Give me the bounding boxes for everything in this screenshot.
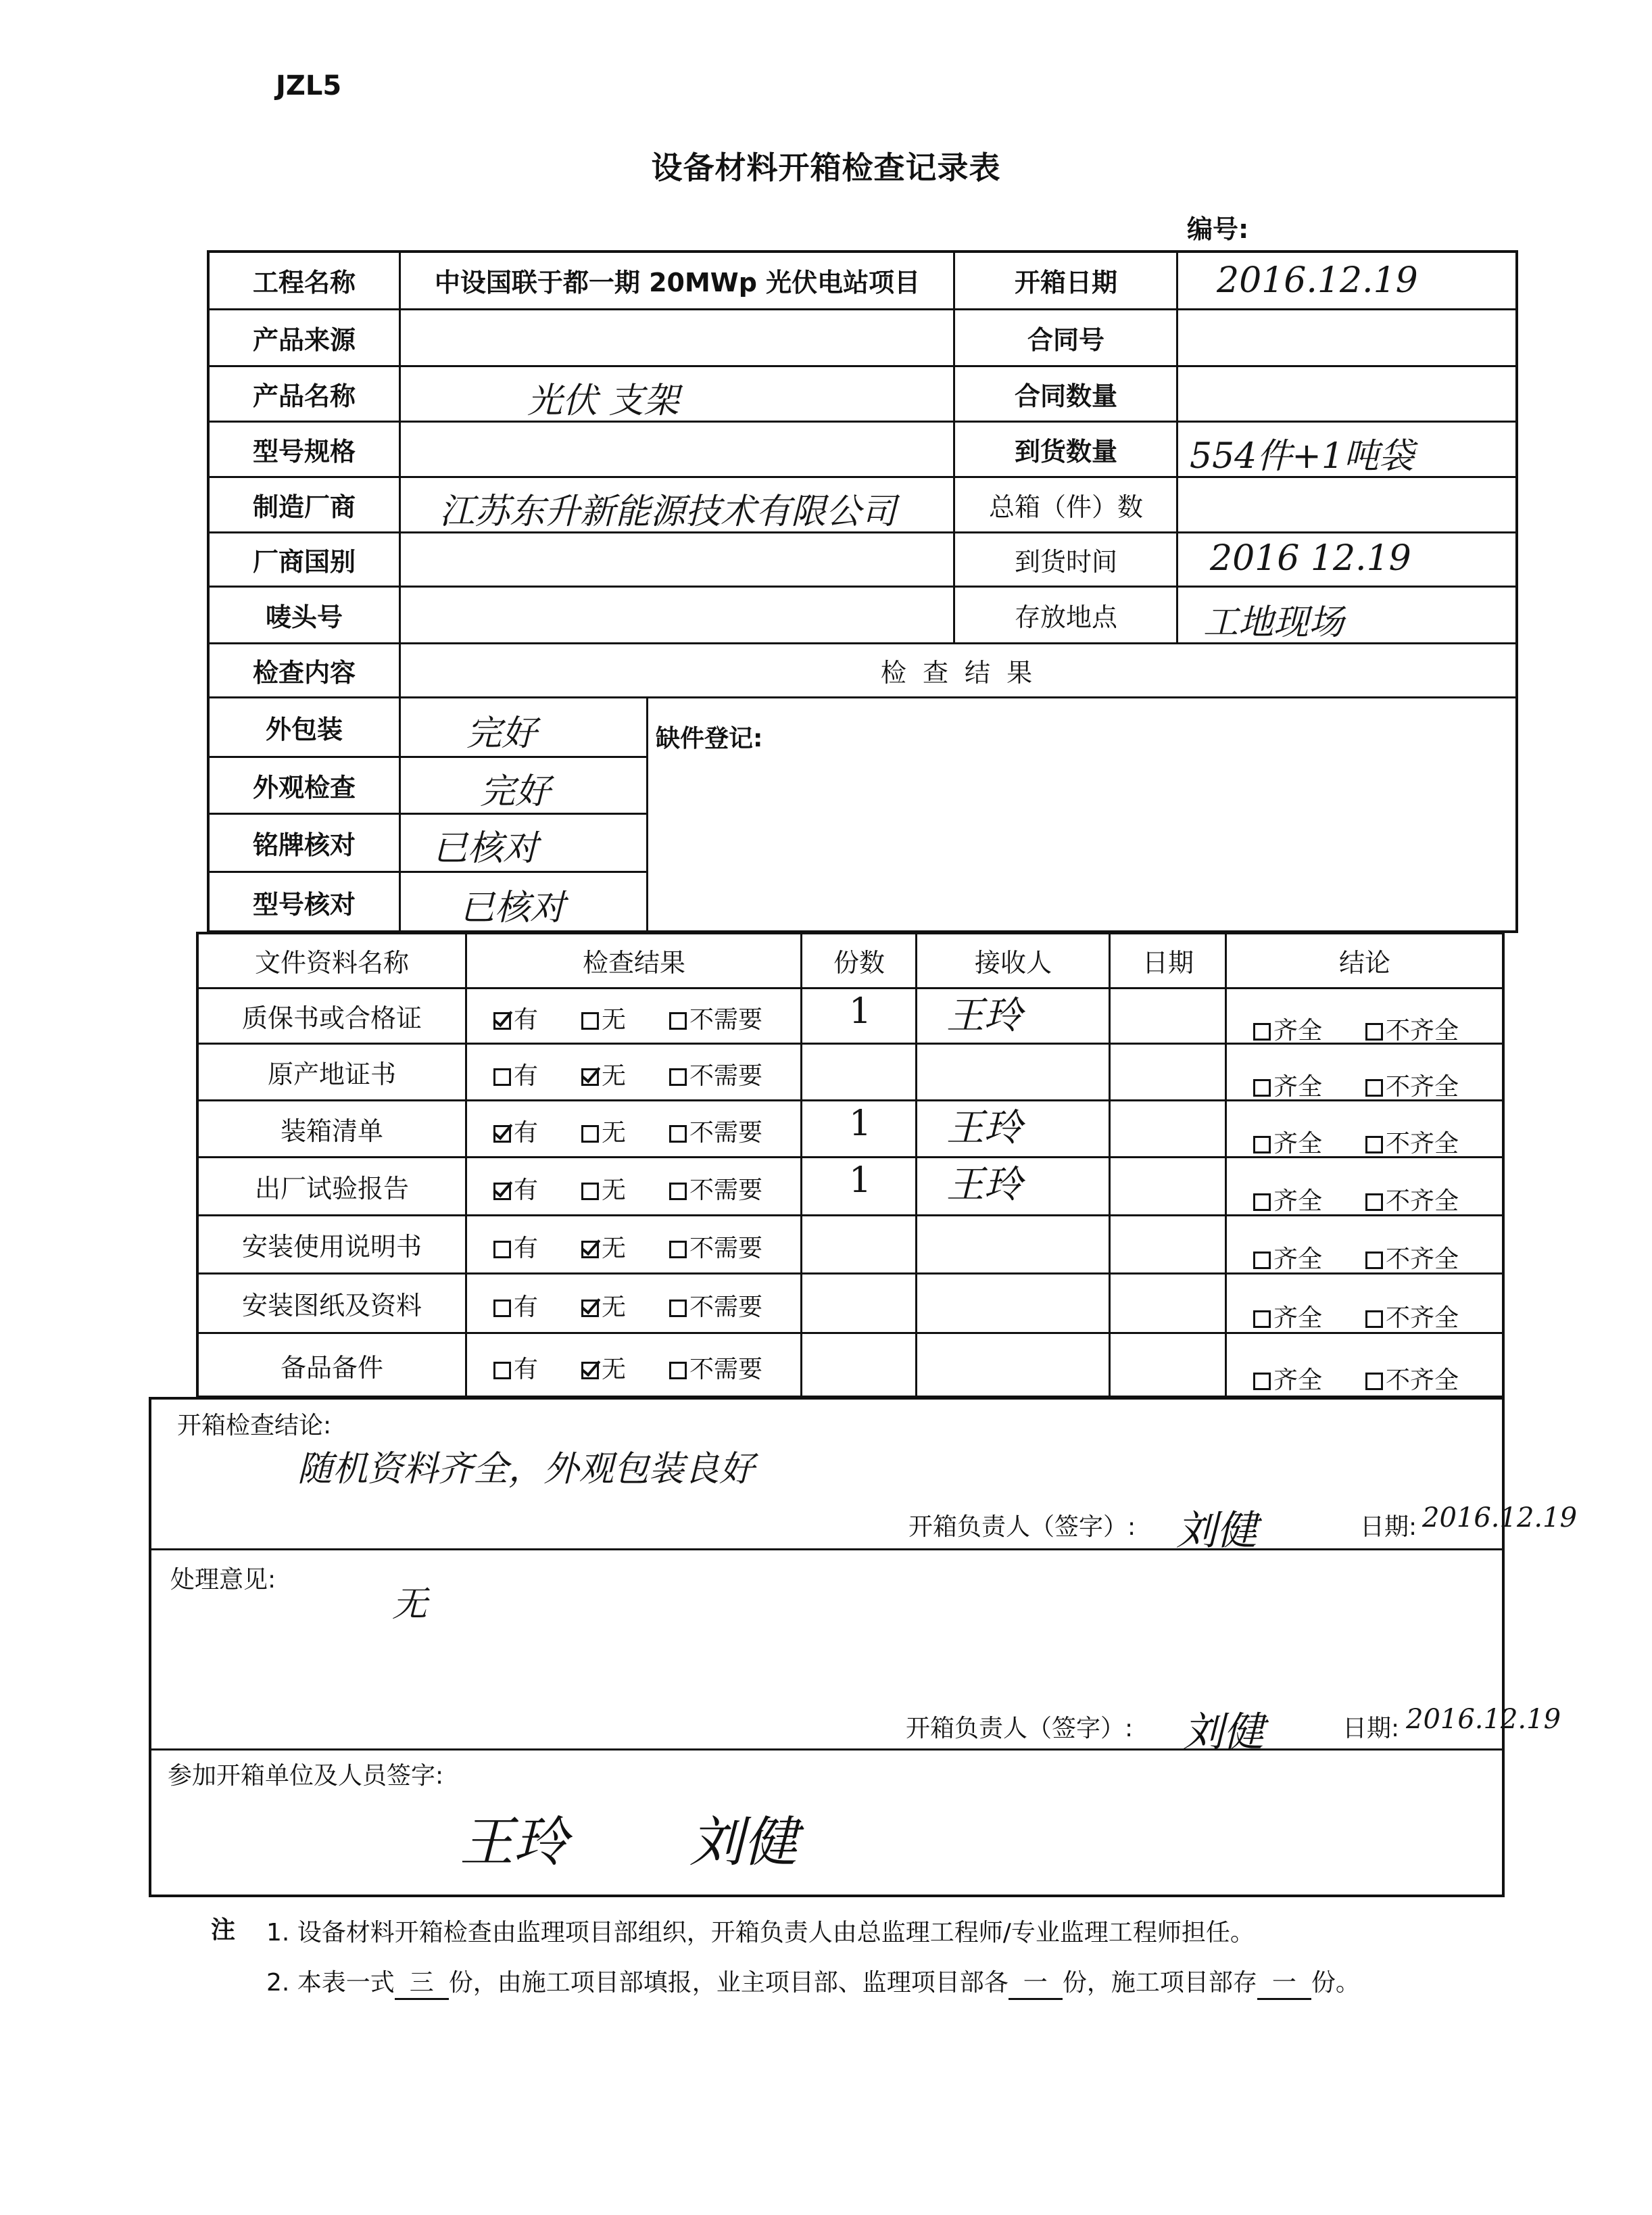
checkbox-icon[interactable] [1365,1193,1383,1211]
checkbox-icon[interactable] [493,1183,511,1200]
doc-row-option-no[interactable] [581,1288,626,1323]
doc-row-name: 安装使用说明书 [241,1231,422,1262]
checkbox-icon[interactable] [1253,1310,1271,1328]
doc-row-conclusion-complete[interactable] [1253,1299,1322,1333]
project-label: 工程名称 [252,267,356,297]
checkbox-icon[interactable] [581,1183,599,1200]
storage-label: 存放地点 [1014,602,1117,632]
checkbox-icon[interactable] [1365,1310,1383,1328]
option-label: 不齐全 [1386,1304,1459,1332]
docs-header-copies: 份数 [833,947,885,978]
option-label: 无 [602,1062,627,1090]
checkbox-icon[interactable] [1253,1079,1271,1097]
checkbox-icon[interactable] [1365,1136,1383,1153]
doc-row-option-no[interactable] [581,1350,626,1385]
arrival-time-value: 2016 12.19 [1210,538,1411,579]
checkbox-icon[interactable] [581,1241,599,1258]
handling-value: 无 [392,1584,428,1625]
option-label: 不齐全 [1386,1245,1459,1273]
option-label: 不齐全 [1386,1073,1459,1101]
boxes-label: 总箱（件）数 [988,492,1143,522]
item-value: 已核对 [433,828,539,869]
checkbox-icon[interactable] [493,1125,511,1143]
product-label: 产品名称 [252,381,356,411]
product-value: 光伏 支架 [527,381,679,421]
doc-row-name: 出厂试验报告 [254,1173,409,1204]
inspection-content-label: 检查内容 [252,657,356,688]
open-date-value: 2016.12.19 [1217,260,1418,301]
handling-date-label: 日期: [1342,1715,1400,1742]
option-label: 齐全 [1273,1130,1323,1158]
missing-label: 缺件登记: [656,725,763,753]
doc-row-option-na[interactable] [669,1288,762,1323]
doc-row-conclusion-complete[interactable] [1253,1068,1322,1102]
doc-row-receiver: 王玲 [946,994,1022,1038]
arrival-qty-label: 到货数量 [1014,436,1117,467]
note-prefix: 注 [211,1916,236,1944]
option-label: 无 [602,1119,627,1147]
doc-row-option-na[interactable] [669,1171,762,1206]
checkbox-icon[interactable] [669,1241,687,1258]
checkbox-icon[interactable] [1365,1373,1383,1390]
item-label: 铭牌核对 [252,830,356,860]
checkbox-icon[interactable] [1253,1136,1271,1153]
item-label: 外包装 [265,714,343,744]
option-label: 无 [602,1176,627,1204]
checkbox-icon[interactable] [669,1125,687,1143]
doc-row-name: 质保书或合格证 [241,1003,422,1033]
option-label: 不齐全 [1386,1017,1459,1045]
option-label: 齐全 [1273,1366,1323,1394]
checkbox-icon[interactable] [581,1012,599,1030]
doc-row-receiver: 王玲 [946,1163,1022,1207]
doc-row-option-na[interactable] [669,1350,762,1385]
inspection-result-label: 检 查 结 果 [880,657,1037,688]
option-label: 有 [514,1356,539,1383]
checkbox-icon[interactable] [581,1125,599,1143]
checkbox-icon[interactable] [493,1012,511,1030]
handling-signer: 刘健 [1183,1709,1264,1756]
option-label: 不需要 [689,1356,763,1383]
checkbox-icon[interactable] [1253,1193,1271,1211]
doc-code: JZL5 [276,70,342,101]
doc-row-copies: 1 [849,1103,872,1144]
open-date-label: 开箱日期 [1014,267,1117,297]
option-label: 不需要 [689,1062,763,1090]
conclusion-value: 随机资料齐全，外观包装良好 [297,1449,755,1490]
arrival-qty-value: 554件+1吨袋 [1190,436,1414,477]
option-label: 有 [514,1235,539,1262]
doc-row-option-no[interactable] [581,1057,626,1091]
checkbox-icon[interactable] [1365,1079,1383,1097]
doc-row-conclusion-complete[interactable] [1253,1240,1322,1275]
option-label: 不需要 [689,1119,763,1147]
participants-label: 参加开箱单位及人员签字: [168,1762,444,1790]
checkbox-icon[interactable] [581,1300,599,1317]
checkbox-icon[interactable] [669,1012,687,1030]
item-label: 外观检查 [252,772,356,803]
doc-row-option-no[interactable] [581,1229,626,1264]
doc-row-conclusion-incomplete[interactable] [1365,1068,1459,1102]
doc-row-option-yes[interactable] [493,1001,538,1035]
doc-row-option-na[interactable] [669,1114,762,1148]
mark-label: 唛头号 [265,602,343,632]
checkbox-icon[interactable] [1253,1252,1271,1269]
handling-sign-label: 开箱负责人（签字）: [906,1715,1134,1742]
contract-qty-label: 合同数量 [1014,381,1117,411]
arrival-time-label: 到货时间 [1014,546,1117,577]
checkbox-icon[interactable] [581,1068,599,1086]
checkbox-icon[interactable] [669,1362,687,1379]
checkbox-icon[interactable] [669,1300,687,1317]
option-label: 有 [514,1062,539,1090]
option-label: 无 [602,1356,627,1383]
page-title: 设备材料开箱检查记录表 [651,149,1001,186]
project-value: 中设国联于都一期 20MWp 光伏电站项目 [434,267,921,297]
conclusion-sign-label: 开箱负责人（签字）: [908,1513,1136,1541]
doc-row-name: 备品备件 [280,1352,383,1383]
option-label: 不齐全 [1386,1187,1459,1215]
conclusion-signer: 刘健 [1176,1507,1257,1554]
item-value: 完好 [466,713,537,754]
option-label: 有 [514,1176,539,1204]
docs-header-check: 检查结果 [582,947,685,978]
doc-row-option-no[interactable] [581,1001,626,1035]
option-label: 齐全 [1273,1304,1323,1332]
docs-header-conclusion: 结论 [1338,947,1390,978]
checkbox-icon[interactable] [669,1068,687,1086]
doc-row-receiver: 王玲 [946,1106,1022,1150]
checkbox-icon[interactable] [669,1183,687,1200]
option-label: 齐全 [1273,1017,1323,1045]
doc-row-option-yes[interactable] [493,1350,538,1385]
conclusion-date-label: 日期: [1360,1513,1417,1541]
doc-row-conclusion-incomplete[interactable] [1365,1124,1459,1159]
maker-value: 江苏东升新能源技术有限公司 [439,492,897,532]
option-label: 不需要 [689,1293,763,1321]
doc-row-conclusion-complete[interactable] [1253,1182,1322,1216]
option-label: 不需要 [689,1176,763,1204]
option-label: 齐全 [1273,1187,1323,1215]
maker-label: 制造厂商 [252,492,356,522]
doc-row-copies: 1 [849,1160,872,1201]
option-label: 有 [514,1119,539,1147]
docs-header-name: 文件资料名称 [254,947,409,978]
docs-header-date: 日期 [1142,947,1194,978]
option-label: 有 [514,1006,539,1034]
source-label: 产品来源 [252,325,356,355]
doc-row-option-yes[interactable] [493,1288,538,1323]
item-value: 已核对 [460,888,566,928]
doc-row-option-na[interactable] [669,1057,762,1091]
doc-row-conclusion-complete[interactable] [1253,1361,1322,1396]
doc-row-option-yes[interactable] [493,1114,538,1148]
contract-no-label: 合同号 [1027,325,1104,355]
checkbox-icon[interactable] [493,1362,511,1379]
country-label: 厂商国别 [252,546,356,577]
item-label: 型号核对 [252,889,356,920]
handling-label: 处理意见: [170,1566,276,1594]
option-label: 齐全 [1273,1245,1323,1273]
checkbox-icon[interactable] [1365,1023,1383,1041]
participant-signer: 刘健 [689,1811,798,1874]
doc-row-conclusion-incomplete[interactable] [1365,1182,1459,1216]
checkbox-icon[interactable] [493,1300,511,1317]
conclusion-label: 开箱检查结论: [177,1412,332,1439]
form-table [207,250,1518,933]
doc-row-conclusion-complete[interactable] [1253,1124,1322,1159]
doc-row-conclusion-complete[interactable] [1253,1011,1322,1046]
option-label: 有 [514,1293,539,1321]
doc-row-option-na[interactable] [669,1229,762,1264]
checkbox-icon[interactable] [493,1068,511,1086]
doc-row-name: 安装图纸及资料 [241,1290,422,1320]
doc-row-option-no[interactable] [581,1114,626,1148]
option-label: 无 [602,1235,627,1262]
note-line-1: 1. 设备材料开箱检查由监理项目部组织，开箱负责人由总监理工程师/专业监理工程师担任。 [266,1919,1255,1947]
storage-value: 工地现场 [1203,602,1344,643]
doc-row-name: 装箱清单 [280,1116,383,1146]
doc-row-option-yes[interactable] [493,1057,538,1091]
option-label: 无 [602,1006,627,1034]
conclusion-date-value: 2016.12.19 [1422,1502,1578,1533]
doc-row-option-yes[interactable] [493,1171,538,1206]
doc-row-copies: 1 [849,991,872,1032]
checkbox-icon[interactable] [1253,1023,1271,1041]
checkbox-icon[interactable] [493,1241,511,1258]
option-label: 无 [602,1293,627,1321]
doc-row-name: 原产地证书 [267,1059,396,1089]
option-label: 不需要 [689,1235,763,1262]
participant-signer: 王玲 [460,1811,568,1874]
handling-date-value: 2016.12.19 [1406,1704,1561,1735]
model-label: 型号规格 [252,436,356,467]
doc-row-option-na[interactable] [669,1001,762,1035]
item-value: 完好 [480,771,551,812]
docs-header-receiver: 接收人 [974,947,1052,978]
option-label: 不齐全 [1386,1366,1459,1394]
doc-row-option-yes[interactable] [493,1229,538,1264]
checkbox-icon[interactable] [581,1362,599,1379]
doc-row-conclusion-incomplete[interactable] [1365,1011,1459,1046]
option-label: 不齐全 [1386,1130,1459,1158]
doc-row-conclusion-incomplete[interactable] [1365,1361,1459,1396]
doc-row-option-no[interactable] [581,1171,626,1206]
doc-row-conclusion-incomplete[interactable] [1365,1240,1459,1275]
option-label: 不需要 [689,1006,763,1034]
number-label: 编号: [1187,214,1249,244]
note-line-2: 2. 本表一式 三 份，由施工项目部填报，业主项目部、监理项目部各 一 份，施工项目部存 一 份。 [266,1963,1360,2000]
option-label: 齐全 [1273,1073,1323,1101]
checkbox-icon[interactable] [1365,1252,1383,1269]
checkbox-icon[interactable] [1253,1373,1271,1390]
doc-row-conclusion-incomplete[interactable] [1365,1299,1459,1333]
